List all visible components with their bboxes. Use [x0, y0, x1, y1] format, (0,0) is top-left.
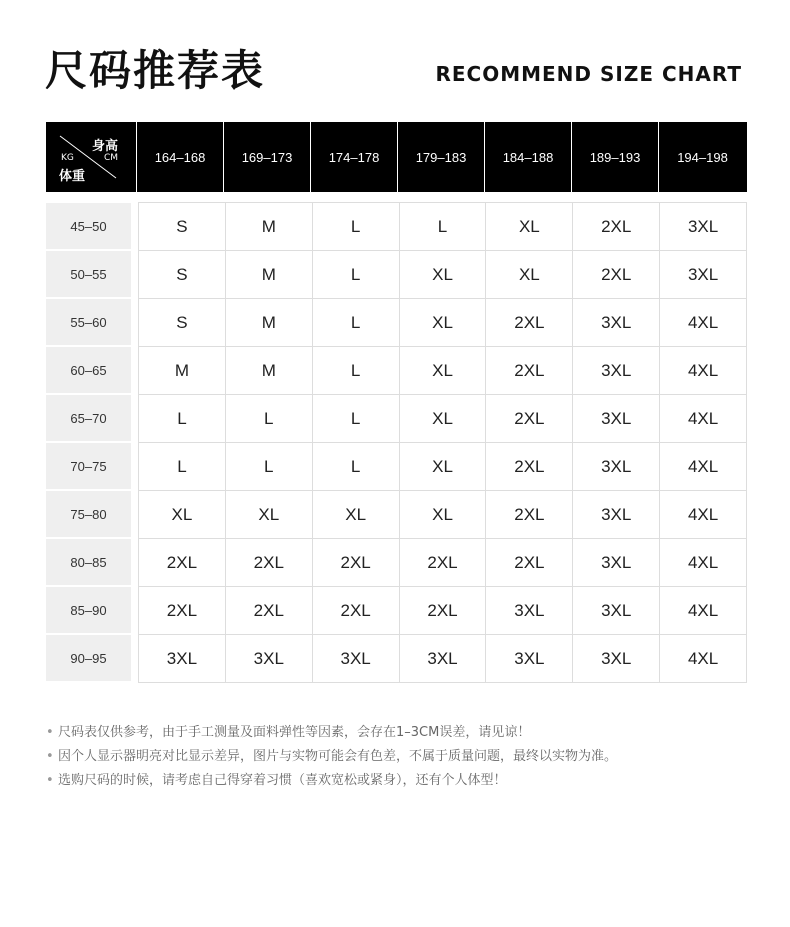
size-cell: XL	[313, 491, 400, 539]
size-cell: 3XL	[400, 635, 487, 683]
weight-cell: 50–55	[46, 251, 131, 297]
table-row	[139, 299, 747, 347]
size-cell: 3XL	[573, 443, 660, 491]
size-cell: 3XL	[660, 203, 747, 251]
size-cell: XL	[486, 203, 573, 251]
note-item	[46, 724, 617, 742]
size-cell: 2XL	[226, 539, 313, 587]
size-cell: 2XL	[400, 539, 487, 587]
size-cell: 3XL	[139, 635, 226, 683]
size-cell: M	[226, 347, 313, 395]
size-cell: XL	[400, 347, 487, 395]
size-cell: 4XL	[660, 587, 747, 635]
size-cell: S	[139, 203, 226, 251]
bullet-icon: •	[46, 749, 54, 764]
table-row	[139, 635, 747, 683]
weight-cell: 65–70	[46, 395, 131, 441]
size-cell: 3XL	[486, 587, 573, 635]
height-header: 179–183	[398, 122, 485, 192]
size-cell: L	[313, 347, 400, 395]
note-text: 选购尺码的时候，请考虑自己得穿着习惯（喜欢宽松或紧身），还有个人体型！	[58, 773, 507, 788]
size-grid	[138, 202, 747, 683]
size-cell: XL	[400, 395, 487, 443]
height-label: 身高	[92, 139, 119, 154]
table-row	[139, 443, 747, 491]
size-cell: 2XL	[313, 587, 400, 635]
table-row	[139, 395, 747, 443]
size-cell: 3XL	[660, 251, 747, 299]
size-cell: M	[226, 299, 313, 347]
size-cell: 2XL	[486, 347, 573, 395]
table-row	[139, 203, 747, 251]
weight-cell: 85–90	[46, 587, 131, 633]
size-cell: 3XL	[573, 299, 660, 347]
size-cell: L	[313, 395, 400, 443]
size-cell: 4XL	[660, 539, 747, 587]
size-cell: 3XL	[573, 395, 660, 443]
table-row	[139, 251, 747, 299]
size-cell: 3XL	[573, 491, 660, 539]
size-cell: 4XL	[660, 395, 747, 443]
weight-cell: 55–60	[46, 299, 131, 345]
size-cell: M	[226, 203, 313, 251]
height-header: 194–198	[677, 149, 728, 165]
weight-column	[46, 203, 131, 683]
size-cell: 2XL	[486, 299, 573, 347]
size-cell: 2XL	[226, 587, 313, 635]
bullet-icon: •	[46, 773, 54, 788]
size-cell: 3XL	[573, 587, 660, 635]
weight-unit: KG	[61, 153, 74, 163]
table-row	[139, 491, 747, 539]
page-title: 尺码推荐表	[45, 46, 266, 95]
weight-cell: 45–50	[46, 203, 131, 249]
height-header: 174–178	[311, 122, 398, 192]
height-header: 184–188	[485, 122, 572, 192]
note-text: 尺码表仅供参考，由于手工测量及面料弹性等因素，会存在1–3CM误差，请见谅！	[58, 725, 531, 740]
corner-cell	[46, 122, 137, 192]
size-cell: S	[139, 251, 226, 299]
size-cell: L	[313, 443, 400, 491]
height-header: 189–193	[572, 122, 659, 192]
size-cell: XL	[139, 491, 226, 539]
size-cell: 2XL	[573, 203, 660, 251]
table-header	[46, 122, 747, 192]
size-cell: 2XL	[573, 251, 660, 299]
height-header: 169–173	[224, 122, 311, 192]
size-cell: 3XL	[573, 635, 660, 683]
size-cell: L	[226, 395, 313, 443]
size-cell: XL	[486, 251, 573, 299]
size-cell: 2XL	[486, 443, 573, 491]
size-cell: 2XL	[139, 587, 226, 635]
size-cell: L	[313, 251, 400, 299]
size-cell: 3XL	[486, 635, 573, 683]
notes-list	[46, 724, 617, 796]
size-cell: XL	[400, 251, 487, 299]
size-cell: XL	[400, 299, 487, 347]
size-cell: L	[313, 299, 400, 347]
size-cell: 3XL	[313, 635, 400, 683]
size-cell: XL	[400, 491, 487, 539]
note-item	[46, 748, 617, 766]
table-row	[139, 587, 747, 635]
size-cell: 3XL	[226, 635, 313, 683]
height-header: 164–168	[137, 122, 224, 192]
weight-cell: 90–95	[46, 635, 131, 681]
height-unit: CM	[104, 153, 119, 163]
size-cell: M	[226, 251, 313, 299]
size-cell: XL	[400, 443, 487, 491]
size-cell: 4XL	[660, 299, 747, 347]
size-cell: 4XL	[660, 443, 747, 491]
weight-cell: 60–65	[46, 347, 131, 393]
page-subtitle: RECOMMEND SIZE CHART	[435, 62, 742, 86]
size-cell: 2XL	[486, 491, 573, 539]
size-cell: L	[226, 443, 313, 491]
size-cell: M	[139, 347, 226, 395]
size-cell: S	[139, 299, 226, 347]
size-cell: 3XL	[573, 347, 660, 395]
weight-label: 体重	[59, 169, 86, 184]
weight-cell: 80–85	[46, 539, 131, 585]
size-cell: L	[139, 443, 226, 491]
size-cell: 2XL	[486, 539, 573, 587]
weight-cell: 70–75	[46, 443, 131, 489]
size-cell: L	[139, 395, 226, 443]
size-cell: 2XL	[313, 539, 400, 587]
bullet-icon: •	[46, 725, 54, 740]
size-cell: 2XL	[400, 587, 487, 635]
size-cell: L	[400, 203, 487, 251]
weight-cell: 75–80	[46, 491, 131, 537]
size-cell: 4XL	[660, 635, 747, 683]
size-cell: L	[313, 203, 400, 251]
table-row	[139, 539, 747, 587]
size-cell: 4XL	[660, 347, 747, 395]
note-text: 因个人显示器明亮对比显示差异，图片与实物可能会有色差，不属于质量问题，最终以实物为准。	[58, 749, 618, 764]
size-cell: 3XL	[573, 539, 660, 587]
note-item	[46, 772, 617, 790]
table-row	[139, 347, 747, 395]
size-cell: 2XL	[139, 539, 226, 587]
size-cell: 4XL	[660, 491, 747, 539]
size-cell: 2XL	[486, 395, 573, 443]
size-cell: XL	[226, 491, 313, 539]
